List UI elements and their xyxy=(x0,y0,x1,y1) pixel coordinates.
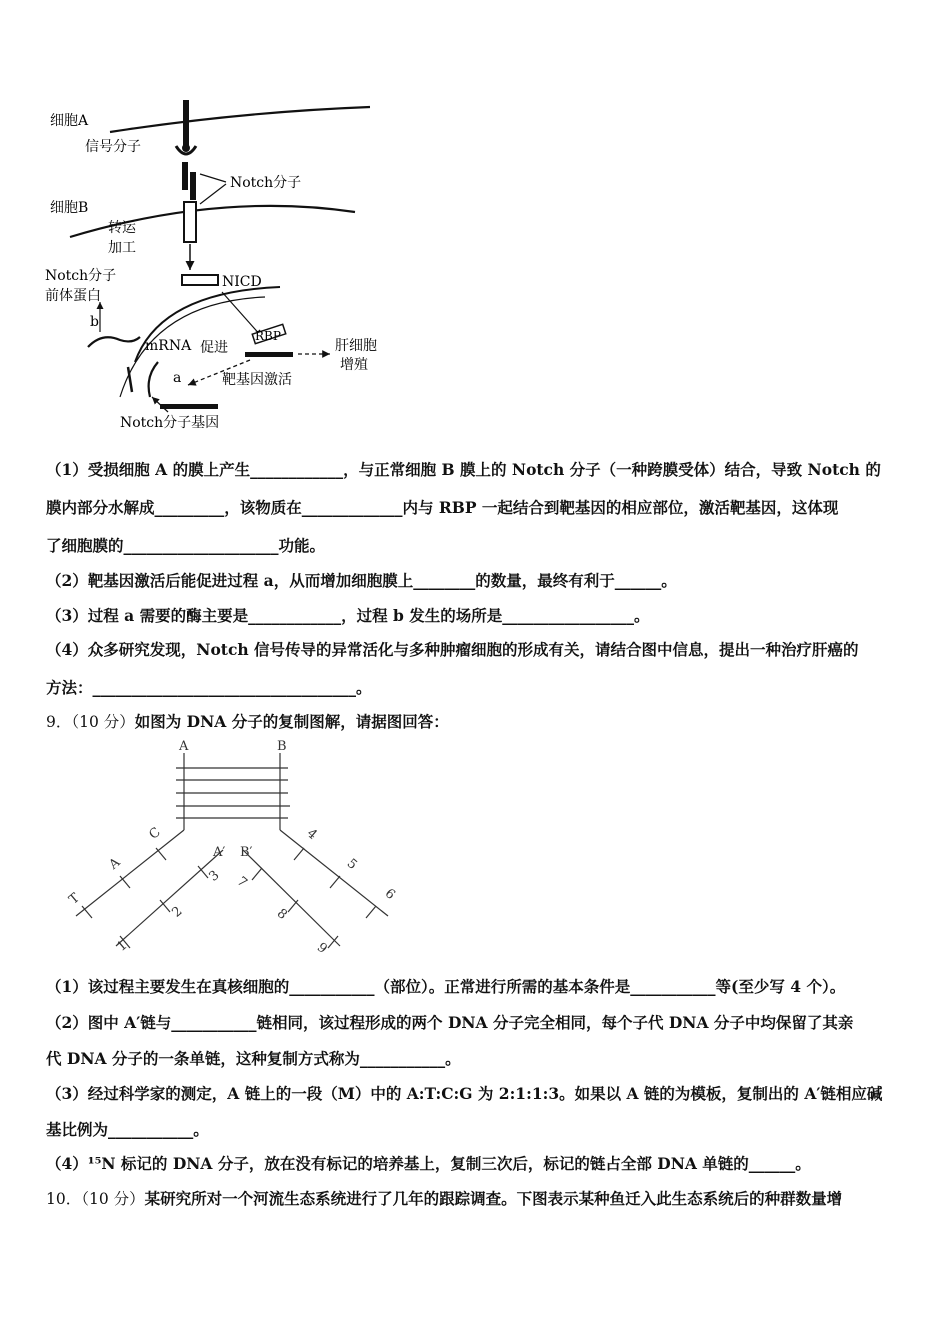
dna-label-4: 4 xyxy=(303,826,320,843)
label-liver-1: 肝细胞 xyxy=(335,338,377,354)
dna-label-B: B xyxy=(277,739,287,754)
q9-line-4: （3）经过科学家的测定，A 链上的一段（M）中的 A:T:C:G 为 2:1:1:3。如果以 A 链的为模板，复制出的 A′链相应碱 xyxy=(46,1084,883,1103)
label-rbp: RBP xyxy=(255,329,281,343)
dna-replication-diagram xyxy=(58,738,398,963)
label-mrna: mRNA xyxy=(145,338,192,354)
dna-label-9: 9 xyxy=(313,940,330,957)
q10-number: 10．（10 分） xyxy=(46,1190,145,1208)
dna-label-2: 2 xyxy=(169,903,186,921)
dna-label-8: 8 xyxy=(273,906,290,923)
dna-label-C: C xyxy=(146,824,164,843)
label-liver-2: 增殖 xyxy=(340,357,368,373)
label-signal: 信号分子 xyxy=(85,139,141,155)
label-precursor-1: Notch分子 xyxy=(45,268,117,284)
label-target: 靶基因激活 xyxy=(222,372,292,388)
q10-line xyxy=(46,1187,842,1209)
label-nicd: NICD xyxy=(222,274,262,290)
dna-label-T: T xyxy=(66,890,83,908)
label-process: 加工 xyxy=(108,240,136,256)
dna-label-5: 5 xyxy=(343,856,360,873)
label-transport: 转运 xyxy=(108,220,136,236)
dna-label-B-prime: B′ xyxy=(240,845,253,860)
dna-label-A-prime: A′ xyxy=(213,845,226,860)
label-notch: Notch分子 xyxy=(230,175,302,191)
q9-line-2: （2）图中 A′链与___________链相同，该过程形成的两个 DNA 分子完全相同，每个子代 DNA 分子中均保留了其亲 xyxy=(46,1013,854,1032)
q9-line-3: 代 DNA 分子的一条单链，这种复制方式称为___________。 xyxy=(46,1049,461,1068)
q8-line-1: （1）受损细胞 A 的膜上产生____________，与正常细胞 B 膜上的 Notch 分子（一种跨膜受体）结合，导致 Notch 的 xyxy=(46,460,881,479)
label-precursor-2: 前体蛋白 xyxy=(45,288,101,304)
dna-label-1: 1 xyxy=(114,937,131,955)
label-gene: Notch分子基因 xyxy=(120,415,220,431)
q8-line-6: （4）众多研究发现，Notch 信号传导的异常活化与多种肿瘤细胞的形成有关，请结合图中信息，提出一种治疗肝癌的 xyxy=(46,640,859,659)
q9-line-6: （4）¹⁵N 标记的 DNA 分子，放在没有标记的培养基上，复制三次后，标记的链占全部 DNA 单链的______。 xyxy=(46,1154,811,1173)
q8-line-3: 了细胞膜的____________________功能。 xyxy=(46,536,326,555)
label-cell-a: 细胞A xyxy=(50,113,89,129)
q9-line-5: 基比例为___________。 xyxy=(46,1120,209,1139)
dna-label-3: 3 xyxy=(206,867,223,885)
q8-line-7: 方法：__________________________________。 xyxy=(46,678,372,697)
label-cell-b: 细胞B xyxy=(50,200,89,216)
dna-label-A2: A xyxy=(106,855,124,873)
q8-line-4: （2）靶基因激活后能促进过程 a，从而增加细胞膜上________的数量，最终有利于______。 xyxy=(46,571,677,590)
notch-signaling-diagram xyxy=(40,92,400,437)
label-a: a xyxy=(173,370,182,386)
label-promote: 促进 xyxy=(200,340,228,356)
q9-header xyxy=(46,710,449,732)
q9-line-1: （1）该过程主要发生在真核细胞的___________（部位）。正常进行所需的基本条件是___________等(至少写 4 个）。 xyxy=(46,977,846,996)
dna-label-6: 6 xyxy=(381,886,398,903)
q9-number: 9．（10 分） xyxy=(46,713,135,731)
label-b: b xyxy=(90,314,99,330)
q10-text: 某研究所对一个河流生态系统进行了几年的跟踪调查。下图表示某种鱼迁入此生态系统后的种群数量增 xyxy=(144,1189,843,1208)
q8-line-2: 膜内部分水解成_________，该物质在_____________内与 RBP 一起结合到靶基因的相应部位，激活靶基因，这体现 xyxy=(46,498,839,517)
q9-title: 如图为 DNA 分子的复制图解，请据图回答： xyxy=(134,712,449,731)
dna-label-7: 7 xyxy=(233,874,250,891)
q8-line-5: （3）过程 a 需要的酶主要是____________，过程 b 发生的场所是_________________。 xyxy=(46,606,650,625)
cell-a-membrane xyxy=(110,107,370,132)
dna-label-A: A xyxy=(179,739,189,754)
